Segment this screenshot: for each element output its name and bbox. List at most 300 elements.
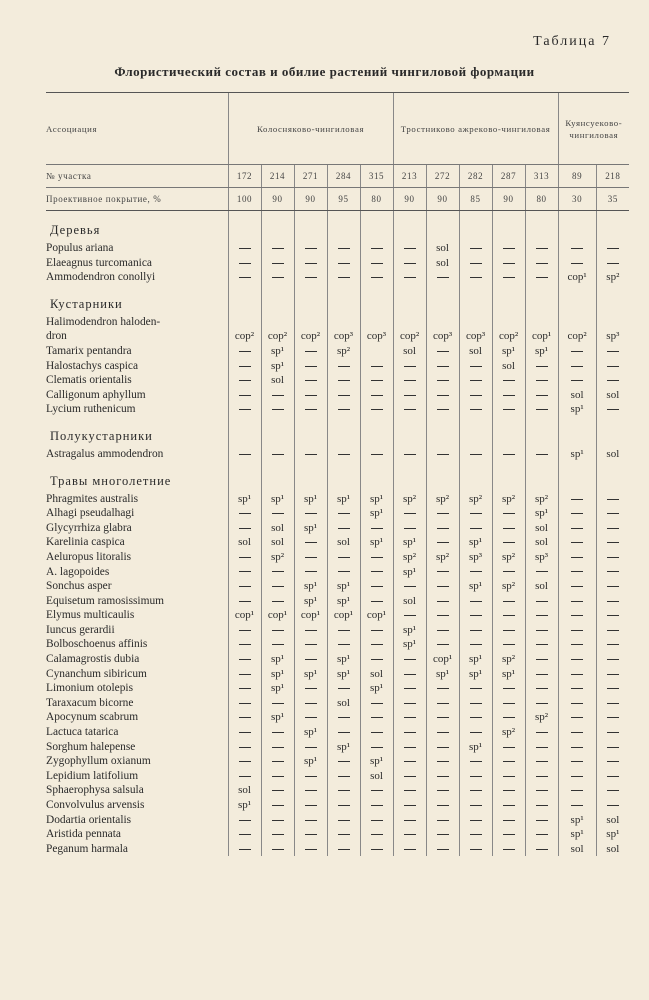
dash-mark bbox=[503, 747, 515, 748]
table-row bbox=[46, 754, 629, 769]
abundance-cell bbox=[261, 256, 294, 271]
dash-mark bbox=[503, 615, 515, 616]
plot-number: 172 bbox=[228, 165, 261, 188]
abundance-cell: sp¹ bbox=[393, 565, 426, 580]
dash-mark bbox=[272, 776, 284, 777]
dash-mark bbox=[305, 277, 317, 278]
table-row bbox=[46, 344, 629, 359]
dash-mark bbox=[437, 571, 449, 572]
abundance-cell: sol bbox=[596, 388, 629, 403]
spacer-row bbox=[46, 285, 629, 293]
abundance-cell bbox=[327, 813, 360, 828]
dash-mark bbox=[503, 277, 515, 278]
dash-mark bbox=[404, 688, 416, 689]
dash-mark bbox=[470, 790, 482, 791]
abundance-cell bbox=[596, 681, 629, 696]
dash-mark bbox=[536, 571, 548, 572]
abundance-cell bbox=[426, 315, 459, 330]
dash-mark bbox=[272, 834, 284, 835]
abundance-cell: sp¹ bbox=[261, 344, 294, 359]
dash-mark bbox=[239, 703, 251, 704]
dash-mark bbox=[404, 659, 416, 660]
plot-number: 313 bbox=[525, 165, 558, 188]
dash-mark bbox=[437, 542, 449, 543]
abundance-cell bbox=[261, 579, 294, 594]
dash-mark bbox=[404, 366, 416, 367]
cover-value: 80 bbox=[360, 188, 393, 211]
abundance-cell bbox=[426, 725, 459, 740]
dash-mark bbox=[371, 849, 383, 850]
abundance-cell: sp² bbox=[492, 492, 525, 507]
dash-mark bbox=[272, 409, 284, 410]
abundance-cell bbox=[327, 388, 360, 403]
dash-mark bbox=[371, 747, 383, 748]
abundance-cell bbox=[492, 681, 525, 696]
abundance-cell bbox=[596, 344, 629, 359]
abundance-cell: sp² bbox=[525, 492, 558, 507]
dash-mark bbox=[437, 395, 449, 396]
abundance-cell: cop¹ bbox=[360, 608, 393, 623]
dash-mark bbox=[371, 557, 383, 558]
abundance-cell bbox=[459, 506, 492, 521]
species-name: dron bbox=[46, 330, 67, 343]
dash-mark bbox=[536, 644, 548, 645]
dash-mark bbox=[437, 761, 449, 762]
dash-mark bbox=[503, 717, 515, 718]
abundance-cell: sp¹ bbox=[294, 754, 327, 769]
dash-mark bbox=[305, 630, 317, 631]
abundance-cell bbox=[426, 681, 459, 696]
abundance-cell bbox=[294, 565, 327, 580]
abundance-cell bbox=[558, 594, 596, 609]
abundance-cell bbox=[525, 270, 558, 285]
dash-mark bbox=[607, 601, 619, 602]
abundance-cell: sp¹ bbox=[492, 667, 525, 682]
dash-mark bbox=[404, 761, 416, 762]
abundance-cell: sol bbox=[393, 344, 426, 359]
abundance-cell: sol bbox=[596, 813, 629, 828]
abundance-cell bbox=[558, 740, 596, 755]
section-header-row bbox=[46, 470, 629, 492]
abundance-cell: sol bbox=[360, 769, 393, 784]
abundance-cell bbox=[596, 521, 629, 536]
abundance-cell: sp² bbox=[596, 270, 629, 285]
abundance-cell bbox=[327, 769, 360, 784]
dash-mark bbox=[536, 395, 548, 396]
abundance-cell bbox=[558, 344, 596, 359]
dash-mark bbox=[239, 834, 251, 835]
dash-mark bbox=[239, 409, 251, 410]
dash-mark bbox=[338, 277, 350, 278]
abundance-cell: sol bbox=[525, 521, 558, 536]
abundance-cell bbox=[596, 594, 629, 609]
dash-mark bbox=[338, 732, 350, 733]
abundance-cell bbox=[596, 359, 629, 374]
dash-mark bbox=[470, 776, 482, 777]
abundance-cell bbox=[426, 813, 459, 828]
dash-mark bbox=[607, 586, 619, 587]
abundance-cell bbox=[426, 769, 459, 784]
dash-mark bbox=[503, 571, 515, 572]
table-title: Флористический состав и обилие растений чингиловой формации bbox=[114, 64, 535, 79]
abundance-cell bbox=[294, 696, 327, 711]
abundance-cell bbox=[492, 373, 525, 388]
dash-mark bbox=[470, 366, 482, 367]
abundance-cell bbox=[294, 359, 327, 374]
species-name: Sonchus asper bbox=[46, 580, 112, 593]
abundance-cell bbox=[294, 740, 327, 755]
dash-mark bbox=[371, 790, 383, 791]
abundance-cell bbox=[327, 506, 360, 521]
abundance-cell: cop³ bbox=[426, 329, 459, 344]
abundance-cell: sp¹ bbox=[228, 798, 261, 813]
table-row bbox=[46, 270, 629, 285]
abundance-cell: sp¹ bbox=[426, 667, 459, 682]
abundance-cell bbox=[294, 402, 327, 417]
dash-mark bbox=[371, 528, 383, 529]
dash-mark bbox=[371, 380, 383, 381]
abundance-cell bbox=[459, 783, 492, 798]
abundance-cell bbox=[294, 388, 327, 403]
dash-mark bbox=[607, 688, 619, 689]
dash-mark bbox=[437, 717, 449, 718]
abundance-cell bbox=[327, 270, 360, 285]
abundance-cell bbox=[360, 798, 393, 813]
dash-mark bbox=[239, 820, 251, 821]
dash-mark bbox=[470, 395, 482, 396]
abundance-cell: sp¹ bbox=[294, 492, 327, 507]
cover-value: 95 bbox=[327, 188, 360, 211]
table-row bbox=[46, 241, 629, 256]
abundance-cell bbox=[596, 241, 629, 256]
abundance-cell bbox=[294, 623, 327, 638]
abundance-cell: sp¹ bbox=[294, 725, 327, 740]
table-row bbox=[46, 696, 629, 711]
abundance-cell: sp³ bbox=[459, 550, 492, 565]
dash-mark bbox=[607, 263, 619, 264]
abundance-cell bbox=[261, 813, 294, 828]
abundance-cell bbox=[393, 681, 426, 696]
abundance-cell bbox=[228, 725, 261, 740]
abundance-cell: sp³ bbox=[525, 550, 558, 565]
dash-mark bbox=[305, 395, 317, 396]
dash-mark bbox=[607, 747, 619, 748]
abundance-cell bbox=[294, 813, 327, 828]
abundance-cell bbox=[596, 608, 629, 623]
dash-mark bbox=[571, 601, 583, 602]
abundance-cell bbox=[525, 842, 558, 857]
cover-value: 90 bbox=[426, 188, 459, 211]
dash-mark bbox=[338, 790, 350, 791]
abundance-cell bbox=[492, 402, 525, 417]
dash-mark bbox=[503, 805, 515, 806]
abundance-cell: sp¹ bbox=[294, 579, 327, 594]
abundance-cell: sp¹ bbox=[294, 667, 327, 682]
abundance-cell bbox=[360, 783, 393, 798]
abundance-cell bbox=[393, 506, 426, 521]
dash-mark bbox=[503, 528, 515, 529]
abundance-cell bbox=[459, 696, 492, 711]
abundance-cell bbox=[459, 256, 492, 271]
abundance-cell bbox=[228, 315, 261, 330]
species-name: Clematis orientalis bbox=[46, 374, 132, 387]
dash-mark bbox=[305, 409, 317, 410]
abundance-cell bbox=[327, 241, 360, 256]
dash-mark bbox=[239, 717, 251, 718]
table-row bbox=[46, 740, 629, 755]
dash-mark bbox=[305, 776, 317, 777]
abundance-cell bbox=[294, 710, 327, 725]
dash-mark bbox=[371, 366, 383, 367]
dash-mark bbox=[607, 644, 619, 645]
abundance-cell bbox=[525, 447, 558, 462]
abundance-cell bbox=[525, 783, 558, 798]
abundance-cell bbox=[426, 842, 459, 857]
abundance-cell bbox=[558, 769, 596, 784]
abundance-cell bbox=[228, 637, 261, 652]
dash-mark bbox=[536, 805, 548, 806]
section-header-row bbox=[46, 293, 629, 315]
dash-mark bbox=[437, 688, 449, 689]
abundance-cell: sp¹ bbox=[294, 521, 327, 536]
abundance-cell bbox=[525, 827, 558, 842]
abundance-cell bbox=[426, 344, 459, 359]
dash-mark bbox=[272, 513, 284, 514]
abundance-cell bbox=[327, 315, 360, 330]
abundance-cell bbox=[228, 506, 261, 521]
dash-mark bbox=[338, 717, 350, 718]
abundance-cell bbox=[459, 754, 492, 769]
abundance-cell bbox=[360, 447, 393, 462]
abundance-cell bbox=[360, 388, 393, 403]
abundance-cell: sp¹ bbox=[261, 492, 294, 507]
abundance-cell bbox=[360, 315, 393, 330]
cover-value: 100 bbox=[228, 188, 261, 211]
dash-mark bbox=[571, 571, 583, 572]
dash-mark bbox=[571, 499, 583, 500]
dash-mark bbox=[503, 409, 515, 410]
abundance-cell bbox=[492, 710, 525, 725]
abundance-cell: sp² bbox=[327, 344, 360, 359]
abundance-cell bbox=[228, 373, 261, 388]
abundance-cell bbox=[596, 550, 629, 565]
dash-mark bbox=[571, 248, 583, 249]
abundance-cell bbox=[261, 623, 294, 638]
abundance-cell bbox=[294, 315, 327, 330]
abundance-cell bbox=[492, 594, 525, 609]
dash-mark bbox=[239, 849, 251, 850]
species-name: Glycyrrhiza glabra bbox=[46, 521, 132, 534]
dash-mark bbox=[371, 454, 383, 455]
dash-mark bbox=[503, 513, 515, 514]
abundance-cell: sp¹ bbox=[393, 623, 426, 638]
abundance-cell bbox=[360, 740, 393, 755]
table-row bbox=[46, 521, 629, 536]
abundance-cell bbox=[426, 270, 459, 285]
dash-mark bbox=[338, 454, 350, 455]
abundance-cell: sp¹ bbox=[294, 594, 327, 609]
abundance-cell bbox=[294, 256, 327, 271]
abundance-cell bbox=[360, 359, 393, 374]
abundance-cell bbox=[492, 623, 525, 638]
abundance-cell bbox=[228, 754, 261, 769]
dash-mark bbox=[239, 557, 251, 558]
abundance-cell bbox=[261, 594, 294, 609]
dash-mark bbox=[503, 601, 515, 602]
abundance-cell bbox=[393, 725, 426, 740]
dash-mark bbox=[371, 834, 383, 835]
abundance-cell bbox=[525, 813, 558, 828]
abundance-cell bbox=[294, 681, 327, 696]
table-row bbox=[46, 681, 629, 696]
abundance-cell bbox=[459, 769, 492, 784]
dash-mark bbox=[404, 380, 416, 381]
abundance-cell bbox=[426, 754, 459, 769]
species-name: Aristida pennata bbox=[46, 828, 121, 841]
abundance-cell bbox=[360, 623, 393, 638]
dash-mark bbox=[239, 630, 251, 631]
species-name: Apocynum scabrum bbox=[46, 711, 139, 724]
dash-mark bbox=[338, 571, 350, 572]
abundance-cell bbox=[360, 594, 393, 609]
abundance-cell bbox=[261, 270, 294, 285]
cover-value: 30 bbox=[558, 188, 596, 211]
dash-mark bbox=[607, 248, 619, 249]
abundance-cell bbox=[360, 521, 393, 536]
abundance-cell bbox=[393, 359, 426, 374]
dash-mark bbox=[404, 703, 416, 704]
abundance-cell bbox=[596, 402, 629, 417]
abundance-cell bbox=[459, 359, 492, 374]
dash-mark bbox=[272, 601, 284, 602]
abundance-cell bbox=[393, 579, 426, 594]
cover-label: Проективное покрытие, % bbox=[46, 188, 228, 211]
dash-mark bbox=[404, 513, 416, 514]
dash-mark bbox=[536, 703, 548, 704]
abundance-cell: sp¹ bbox=[459, 667, 492, 682]
abundance-cell: cop² bbox=[492, 329, 525, 344]
abundance-cell: sp¹ bbox=[327, 492, 360, 507]
abundance-cell bbox=[294, 447, 327, 462]
dash-mark bbox=[503, 776, 515, 777]
abundance-cell bbox=[558, 579, 596, 594]
dash-mark bbox=[437, 380, 449, 381]
dash-mark bbox=[338, 366, 350, 367]
dash-mark bbox=[272, 747, 284, 748]
plot-number: 89 bbox=[558, 165, 596, 188]
header-row-plots bbox=[46, 165, 629, 188]
table-row bbox=[46, 842, 629, 857]
abundance-cell bbox=[426, 637, 459, 652]
section-title: Кустарники bbox=[50, 296, 123, 311]
dash-mark bbox=[305, 366, 317, 367]
dash-mark bbox=[470, 380, 482, 381]
abundance-cell bbox=[492, 827, 525, 842]
dash-mark bbox=[437, 615, 449, 616]
plot-number: 214 bbox=[261, 165, 294, 188]
dash-mark bbox=[404, 454, 416, 455]
table-row bbox=[46, 579, 629, 594]
abundance-cell: cop² bbox=[228, 329, 261, 344]
dash-mark bbox=[272, 790, 284, 791]
abundance-cell bbox=[558, 652, 596, 667]
dash-mark bbox=[338, 688, 350, 689]
dash-mark bbox=[305, 644, 317, 645]
dash-mark bbox=[437, 586, 449, 587]
dash-mark bbox=[239, 366, 251, 367]
dash-mark bbox=[371, 409, 383, 410]
dash-mark bbox=[239, 747, 251, 748]
table-row bbox=[46, 594, 629, 609]
abundance-cell bbox=[558, 696, 596, 711]
abundance-cell bbox=[294, 769, 327, 784]
table-row bbox=[46, 402, 629, 417]
dash-mark bbox=[305, 717, 317, 718]
dash-mark bbox=[338, 263, 350, 264]
dash-mark bbox=[571, 790, 583, 791]
plot-number: 213 bbox=[393, 165, 426, 188]
dash-mark bbox=[470, 834, 482, 835]
abundance-cell bbox=[294, 637, 327, 652]
association-group-3: Куянсуеково-чингиловая bbox=[558, 93, 629, 165]
abundance-cell bbox=[426, 696, 459, 711]
abundance-cell bbox=[327, 550, 360, 565]
abundance-cell bbox=[294, 373, 327, 388]
dash-mark bbox=[470, 688, 482, 689]
abundance-cell bbox=[459, 270, 492, 285]
dash-mark bbox=[305, 834, 317, 835]
abundance-cell bbox=[525, 373, 558, 388]
dash-mark bbox=[404, 834, 416, 835]
plot-number: 272 bbox=[426, 165, 459, 188]
dash-mark bbox=[470, 644, 482, 645]
plot-number-label: № участка bbox=[46, 165, 228, 188]
dash-mark bbox=[404, 849, 416, 850]
dash-mark bbox=[272, 263, 284, 264]
abundance-cell bbox=[393, 754, 426, 769]
dash-mark bbox=[404, 732, 416, 733]
abundance-cell: sp² bbox=[492, 652, 525, 667]
abundance-cell bbox=[596, 740, 629, 755]
abundance-cell bbox=[459, 565, 492, 580]
abundance-cell: cop¹ bbox=[261, 608, 294, 623]
abundance-cell bbox=[459, 725, 492, 740]
abundance-cell bbox=[228, 447, 261, 462]
dash-mark bbox=[338, 776, 350, 777]
abundance-cell bbox=[261, 842, 294, 857]
abundance-cell bbox=[459, 594, 492, 609]
dash-mark bbox=[371, 395, 383, 396]
dash-mark bbox=[272, 586, 284, 587]
abundance-cell bbox=[558, 550, 596, 565]
dash-mark bbox=[239, 688, 251, 689]
abundance-cell bbox=[426, 827, 459, 842]
abundance-cell bbox=[558, 710, 596, 725]
abundance-cell bbox=[360, 827, 393, 842]
species-name: Lycium ruthenicum bbox=[46, 403, 136, 416]
abundance-cell: sol bbox=[261, 521, 294, 536]
abundance-cell bbox=[393, 813, 426, 828]
dash-mark bbox=[470, 615, 482, 616]
dash-mark bbox=[536, 601, 548, 602]
abundance-cell: sol bbox=[459, 344, 492, 359]
dash-mark bbox=[272, 644, 284, 645]
abundance-cell bbox=[294, 344, 327, 359]
plot-number: 271 bbox=[294, 165, 327, 188]
dash-mark bbox=[239, 277, 251, 278]
abundance-cell: sol bbox=[261, 373, 294, 388]
dash-mark bbox=[536, 849, 548, 850]
